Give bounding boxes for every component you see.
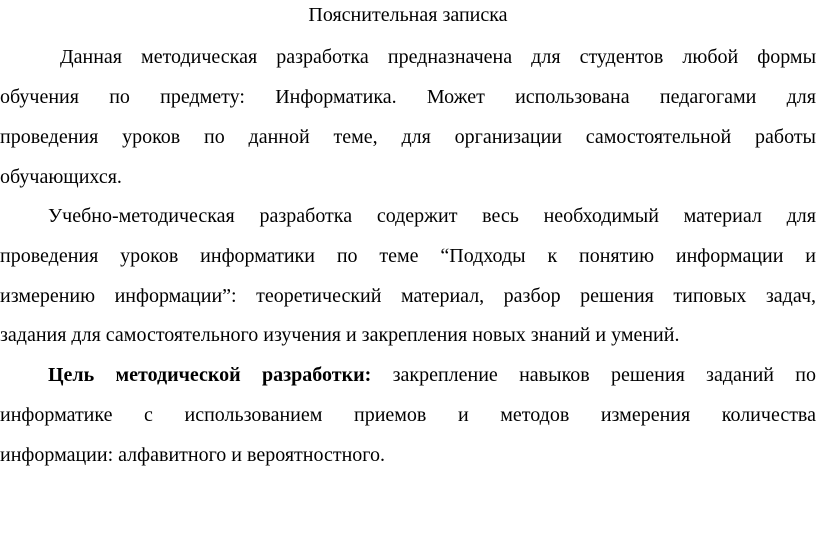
paragraph-2-line-2: проведения уроков информатики по теме “Подходы к понятию информации и [0, 245, 816, 267]
paragraph-3-line-2: информатике с использованием приемов и методов измерения количества [0, 404, 816, 426]
goal-text-start: закрепление навыков решения заданий по [392, 364, 816, 386]
paragraph-3-line-1 [0, 362, 816, 388]
paragraph-1-line-2: обучения по предмету: Информатика. Может использована педагогами для [0, 86, 816, 108]
paragraph-2-line-1: Учебно-методическая разработка содержит весь необходимый материал для [48, 205, 816, 227]
paragraph-1-line-1: Данная методическая разработка предназначена для студентов любой формы [60, 46, 816, 68]
paragraph-2-line-3: измерению информации”: теоретический материал, разбор решения типовых задач, [0, 285, 816, 307]
paragraph-1-line-3: проведения уроков по данной теме, для организации самостоятельной работы [0, 126, 816, 148]
paragraph-1-line-4: обучающихся. [0, 166, 122, 188]
document-title: Пояснительная записка [308, 4, 508, 26]
paragraph-2-line-4: задания для самостоятельного изучения и закрепления новых знаний и умений. [0, 324, 680, 346]
paragraph-3-line-3: информации: алфавитного и вероятностного. [0, 444, 385, 466]
goal-label: Цель методической разработки: [48, 364, 372, 386]
